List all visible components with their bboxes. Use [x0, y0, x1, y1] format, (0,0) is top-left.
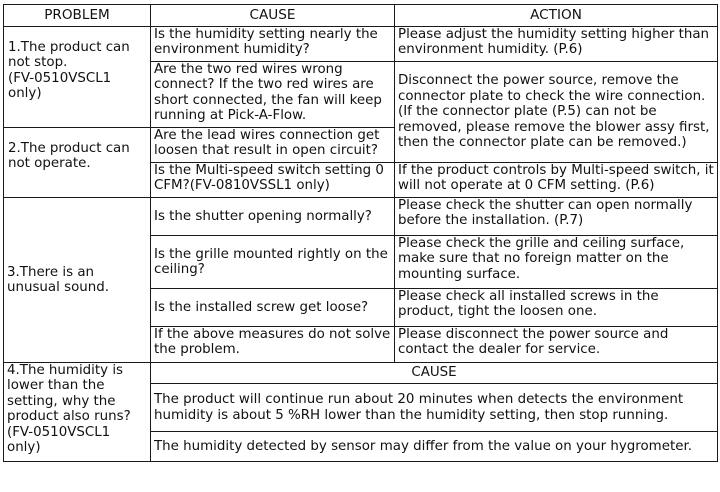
cause-cell: [151, 236, 395, 289]
cause-4-text: Is the Multi-speed switch setting 0 CFM?(FV-0810VSSL1 only): [154, 163, 384, 194]
table-row: [4, 27, 718, 62]
header-action: ACTION: [395, 5, 718, 27]
action-3-text: If the product controls by Multi-speed switch, it will not operate at 0 CFM setting. (P.6): [398, 163, 714, 194]
header-problem: PROBLEM: [4, 5, 151, 27]
cause-6-text: Is the grille mounted rightly on the ceiling?: [154, 246, 388, 277]
table-row: [4, 198, 718, 236]
problem-3-cell: [4, 198, 151, 363]
action-cell: [395, 62, 718, 163]
problem-2-text: 2.The product can not operate.: [8, 141, 130, 172]
action-5-text: Please check the grille and ceiling surface, make sure that no foreign matter on the mounting surface.: [398, 236, 685, 282]
action-cell: [395, 198, 718, 236]
subtable-cell: [151, 432, 718, 462]
problem-2-cell: [4, 128, 151, 198]
subtable-line-2-text: The humidity detected by sensor may differ from the value on your hygrometer.: [154, 438, 692, 454]
header-row: [4, 5, 718, 27]
header-cause: CAUSE: [151, 5, 395, 27]
action-cell: [395, 236, 718, 289]
subtable-header-text: CAUSE: [411, 365, 457, 381]
problem-4-text: 4.The humidity is lower than the setting, why the product also runs? (FV-0510VSCL1 only): [7, 363, 131, 456]
cause-cell: [151, 163, 395, 198]
problem-3-text: 3.There is an unusual sound.: [7, 264, 110, 295]
action-cell: [395, 289, 718, 327]
cause-7-text: Is the installed screw get loose?: [154, 299, 369, 315]
cause-8-text: If the above measures do not solve the problem.: [154, 327, 391, 358]
cause-cell: [151, 128, 395, 163]
problem-4-cell: [4, 363, 151, 462]
action-1-text: Please adjust the humidity setting higher than environment humidity. (P.6): [398, 27, 710, 58]
cause-cell: [151, 327, 395, 363]
cause-cell: [151, 27, 395, 62]
subtable-header: [151, 363, 718, 384]
action-6-text: Please check all installed screws in the product, tight the loosen one.: [398, 289, 659, 320]
cause-1-text: Is the humidity setting nearly the environment humidity?: [154, 27, 378, 58]
action-cell: [395, 327, 718, 363]
cause-cell: [151, 289, 395, 327]
problem-1-text: 1.The product can not stop. (FV-0510VSCL1 only): [8, 40, 130, 102]
action-cell: [395, 163, 718, 198]
troubleshooting-table: [3, 4, 718, 462]
action-cell: [395, 27, 718, 62]
action-7-text: Please disconnect the power source and contact the dealer for service.: [398, 327, 669, 358]
cause-5-text: Is the shutter opening normally?: [154, 208, 372, 224]
cause-cell: [151, 198, 395, 236]
cause-cell: [151, 62, 395, 128]
action-4-text: Please check the shutter can open normally before the installation. (P.7): [398, 198, 693, 229]
cause-2-text: Are the two red wires wrong connect? If the two red wires are short connected, the fan will keep running at Pick-A-Flow.: [154, 62, 382, 124]
cause-3-text: Are the lead wires connection get loosen that result in open circuit?: [154, 128, 380, 159]
action-2-text: Disconnect the power source, remove the connector plate to check the wire connection. (If the connector plate (P.5) can not be removed, please remove the blower assy first, then the connector plate can be removed.): [398, 73, 710, 151]
subtable-cell: [151, 384, 718, 432]
table-row: [4, 363, 718, 384]
subtable-line-1-text: The product will continue run about 20 minutes when detects the environment humidity is about 5 %RH lower than the humidity setting, then stop running.: [154, 392, 684, 423]
problem-1-cell: [4, 27, 151, 128]
